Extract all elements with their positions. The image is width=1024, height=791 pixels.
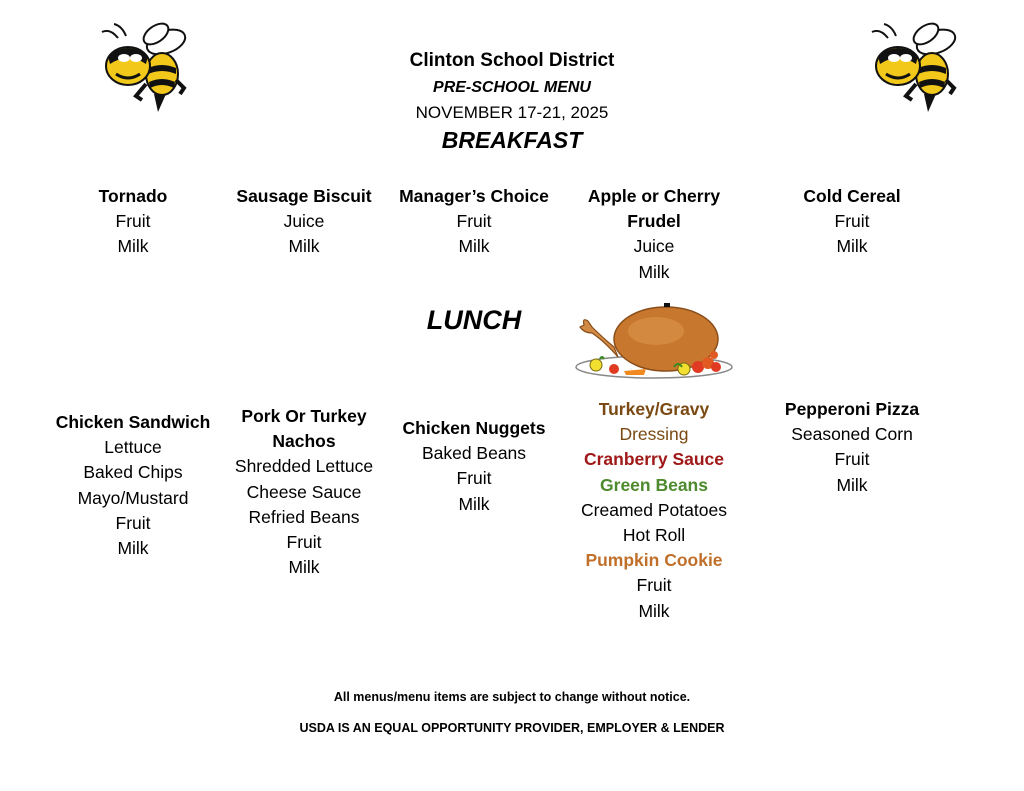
menu-entree: Pork Or Turkey: [241, 406, 367, 426]
menu-item: Baked Chips: [83, 462, 183, 483]
menu-item: Hot Roll: [622, 525, 686, 546]
breakfast-day-2: [214, 184, 394, 260]
lunch-heading: LUNCH: [426, 305, 522, 335]
menu-item: Milk: [117, 538, 149, 559]
menu-item: Baked Beans: [421, 443, 527, 464]
menu-item: Juice: [283, 211, 325, 232]
menu-item: Fruit: [636, 575, 672, 596]
menu-item: Milk: [288, 557, 320, 578]
menu-item: Milk: [288, 236, 320, 257]
menu-item: Dressing: [619, 424, 689, 445]
lunch-day-5: [762, 397, 942, 498]
menu-item: Refried Beans: [248, 506, 360, 527]
menu-entree: Chicken Sandwich: [55, 412, 211, 432]
menu-item: Fruit: [286, 532, 322, 553]
menu-entree: Sausage Biscuit: [236, 186, 372, 206]
lunch-day-3: [384, 416, 564, 517]
menu-item: Seasoned Corn: [791, 424, 913, 445]
usda-statement: USDA IS AN EQUAL OPPORTUNITY PROVIDER, EMPLOYER & LENDER: [299, 721, 725, 735]
menu-item: Fruit: [834, 211, 870, 232]
menu-item: Frudel: [627, 211, 681, 232]
menu-item: Milk: [638, 600, 670, 621]
lunch-day-1: [43, 410, 223, 561]
menu-item: Milk: [458, 236, 490, 257]
menu-item: Lettuce: [104, 437, 162, 458]
breakfast-day-1: [43, 184, 223, 260]
lunch-day-4: [564, 397, 744, 624]
menu-item: Milk: [836, 474, 868, 495]
menu-entree: Pepperoni Pizza: [784, 399, 920, 419]
menu-item: Shredded Lettuce: [234, 456, 374, 477]
menu-item: Fruit: [115, 512, 151, 533]
district-title: Clinton School District: [409, 50, 615, 71]
breakfast-heading: BREAKFAST: [441, 127, 583, 153]
menu-entree: Tornado: [98, 186, 168, 206]
menu-entree: Turkey/Gravy: [598, 399, 710, 419]
menu-item: Pumpkin Cookie: [585, 550, 723, 571]
menu-item: Milk: [836, 236, 868, 257]
menu-dates: NOVEMBER 17-21, 2025: [415, 103, 609, 122]
breakfast-day-4: [564, 184, 744, 285]
menu-item: Fruit: [456, 468, 492, 489]
lunch-day-2: [214, 404, 394, 580]
menu-item: Fruit: [115, 211, 151, 232]
roast-turkey-icon: [574, 297, 736, 383]
change-notice: All menus/menu items are subject to change without notice.: [333, 690, 691, 704]
breakfast-day-5: [762, 184, 942, 260]
menu-item: Milk: [458, 493, 490, 514]
menu-entree: Cold Cereal: [803, 186, 901, 206]
menu-item: Creamed Potatoes: [581, 499, 727, 520]
menu-item: Cranberry Sauce: [583, 449, 725, 470]
menu-item: Milk: [117, 236, 149, 257]
menu-subtitle: PRE-SCHOOL MENU: [433, 79, 591, 96]
breakfast-day-3: [384, 184, 564, 260]
menu-entree: Manager’s Choice: [399, 186, 549, 206]
menu-item: Nachos: [272, 431, 336, 452]
menu-item: Fruit: [834, 449, 870, 470]
menu-entree: Apple or Cherry: [587, 186, 721, 206]
menu-item: Fruit: [456, 211, 492, 232]
menu-item: Juice: [633, 236, 675, 257]
menu-item: Milk: [638, 261, 670, 282]
menu-item: Mayo/Mustard: [77, 487, 189, 508]
menu-item: Cheese Sauce: [246, 481, 362, 502]
menu-entree: Chicken Nuggets: [402, 418, 546, 438]
menu-item: Green Beans: [600, 474, 708, 495]
